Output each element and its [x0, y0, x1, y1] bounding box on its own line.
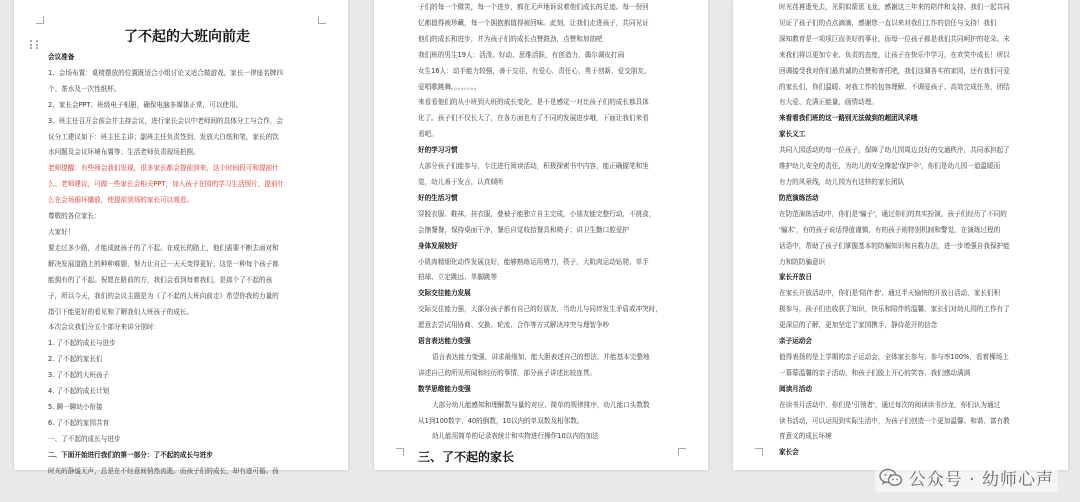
watermark	[875, 463, 1058, 492]
text-line: 3. 了不起的大班孩子	[48, 371, 110, 380]
page-1-content	[48, 22, 326, 479]
section-subheading: 来看看我们班的这一路别无法做到的超团风采哦	[779, 114, 918, 123]
text-line: 1、会场布置：桌椅摆放的位置既适合小组讨论又适合做游戏，家长一律座名牌四	[48, 68, 283, 77]
section-subheading: 阅读月活动	[779, 384, 812, 393]
text-line: 大部分孩子们能参与，专注进行阅读活动，积极探索书中内容，能正确握笔和坐	[418, 162, 649, 171]
text-line: 从1到100数字，40的倒数，10以内的单双数及相邻数。	[418, 416, 584, 425]
text-line: 读书活动，可以运用到实际生活中，为孩子们创造一个更加温馨、和谐、富有教	[779, 416, 1010, 425]
text-line: 一幕幕温馨的亲子活动，和孩子们脸上开心的笑容，我们感动满满	[779, 368, 971, 377]
text-line: 维护幼儿安全的责任，为幼儿的安全撑起'保护伞'，你们是幼儿园一道温暖而	[779, 162, 1001, 171]
page-2-content	[418, 0, 686, 467]
section-subheading: 会议准备	[48, 53, 75, 61]
text-line: 么在会场循环播放，使提前到场的家长可以观看。	[48, 196, 194, 205]
text-line: 穿脱衣服、鞋袜，挂衣服，叠被子能独立自主完成，小朋友能完整行动，不挑食，	[418, 209, 656, 218]
text-line: 的家长们，你们温暖、对我工作的包容理解、不调爱孩子、高效完成任务，团结	[779, 82, 1010, 91]
text-line: 1. 了不起的成长与进步	[48, 339, 116, 348]
text-line: 他们的成长和进步，并为孩子们的成长点赞鼓劲，点赞和加油吧	[418, 34, 603, 43]
section-subheading: 家长会	[779, 448, 799, 457]
page-3-lines	[779, 0, 1046, 461]
text-line: 来看看他们的从小班到大班的成长变化，是不是感觉一对比孩子们的成长都具体	[418, 98, 649, 107]
wechat-icon	[879, 468, 903, 488]
text-line: 老师提醒：有些师会我们发现，很多家长都会提前到来，这个时间段可和提前什	[48, 164, 279, 173]
section-subheading: 防范演练活动	[779, 193, 819, 202]
text-line: 大部分幼儿能感知和理解数与量的对应、简单的规律排序，幼儿能口头数数	[432, 400, 650, 409]
text-line: 交际交往能力强，大部分孩子都有自己的好朋友，当幼儿与同伴发生矛盾或冲突时，	[418, 305, 662, 314]
text-line: 语言表达能力变强，讲求最细加，能大胆表述自己的想法，并能基本完整地	[432, 352, 650, 361]
text-line: 忆都值得被珍藏，每一个拥抱都值得被回味。此刻，让我们走进孩子，共同见证	[418, 18, 649, 27]
text-line: 指引下能更好的看见和了解我们大班孩子的成长。	[48, 307, 194, 316]
text-line: 水问题及会议环境布置等；生活老师负责现场拍照。	[48, 148, 200, 157]
text-line: 时光荏苒逝免去，光阴似箭逛飞龙，感谢这三年来的陪伴和支持。我们一起共同	[779, 3, 1010, 11]
text-line: 个、茶水及一次性纸杯。	[48, 84, 121, 93]
text-line: 化了。孩子们不仅长大了，在各方面也有了不同的发展进步哦，下面让我们来看	[418, 114, 649, 123]
page-corner-mark	[36, 16, 44, 24]
text-line: 在防范演练活动中，你们是'骗子'，通过你们的真实扮演，孩子们经历了不同的	[779, 209, 1007, 218]
text-line: 4. 了不起的成长计划	[48, 387, 110, 396]
text-line: 回调接受我对你们最真诚的点赞和寄托吧，我们这调各实的家园，还有我们可爱	[779, 66, 1010, 75]
section-subheading: 亲子运动会	[779, 337, 812, 346]
text-line: 5. 聊一聊幼小衔接	[48, 402, 103, 411]
document-title: 了不起的大班向前走	[124, 29, 250, 45]
text-line: 小肌肉精细化动作发展良好，能够熟练运用剪刀，筷子，大肌肉运动钻爬、单手	[418, 257, 649, 266]
section-heading: 三、了不起的家长	[418, 450, 515, 465]
text-line: 来我们将以更加专业、负责的态度，让孩子在快乐中学习，在欢笑中成长！所以	[779, 50, 1010, 59]
page-3-content	[779, 0, 1046, 461]
section-subheading: 家长开放日	[779, 273, 812, 282]
text-line: 子，所以今天，我们的会议主题是为《了不起的大班向前走》希望你我的力量的	[48, 291, 279, 300]
text-line: 更深层的了解，更加坚定了家园携手，静待花开的信念	[779, 321, 938, 330]
text-line: 大家好！	[48, 227, 75, 236]
text-line: 愿意去尝试用协商、交换、轮流、合作等方式解决冲突与理智争吵	[418, 321, 610, 330]
page-1-lines	[48, 50, 326, 479]
text-line: 极参与，孩子们也收获了知识，快乐和陪伴的温馨，家长们对幼儿园的工作有了	[779, 305, 1010, 314]
watermark-text: 公众号 · 幼师心声	[908, 470, 1054, 490]
text-line: 议分工建议如下：班主任主讲；副班主任负责签到、发放大白纸和笔，家长的饮	[48, 132, 279, 141]
text-line: 深知教育是一项项巨而美好的事业，而每一位孩子都是我们共同呵护的花朵。未	[779, 34, 1010, 43]
text-line: 在家长开放活动中，你们是'陪伴者'，通过半天愉快的开放日活动，家长们积	[779, 289, 1001, 298]
text-line: 会擦餐餐，保持桌面干净，餐后自觉收拾餐具和椅子；讲卫生勤口腔爱护	[418, 225, 629, 234]
text-line: 一、了不起的成长与进步	[48, 434, 121, 443]
text-line: 有大爱、充满正能量，画情动理。	[779, 98, 878, 107]
section-subheading: 好的生活习惯	[418, 193, 458, 202]
text-line: 2. 了不起的家长们	[48, 355, 103, 364]
text-line: 力和防防骗意识	[779, 257, 826, 266]
text-line: 我们班的男生19人：活泼、好动、思维活跃，有创造力，偶尔调皮打闹	[418, 50, 625, 59]
document-page-1	[14, 0, 348, 475]
text-line: 幼儿能用简单的记录表统计和实物进行操作10以内的加法	[432, 432, 599, 441]
page-corner-mark	[755, 448, 763, 456]
section-subheading: 好的学习习惯	[418, 146, 458, 155]
text-line: 要走过多少路，才能成就孩子的了不起。在成长的路上，他们需要不断去面对和	[48, 243, 279, 252]
text-line: 3、班主任召开会前会并主持会议，进行家长会以中老师间的具体分工与合作，会	[48, 116, 283, 125]
text-line: 有力的风景线，幼儿园为有这样的家长团队	[779, 177, 905, 186]
page-corner-mark	[396, 448, 404, 456]
text-line: 解决发展道路上的种种难题，努力让自己一天天变得更好，这是一种每个孩子都	[48, 259, 279, 268]
text-line: 姿，幼儿善于发言，认真倾听	[418, 177, 504, 186]
text-line: 6. 了不起的家园共育	[48, 418, 110, 427]
drag-handle-icon[interactable]	[30, 40, 39, 50]
document-page-2	[374, 0, 708, 470]
text-line: 共同入园活动的每一位孩子，保障了幼儿园周边良好的交通秩序，共同承担起了	[779, 146, 1010, 155]
section-subheading: 语言表达能力变强	[418, 337, 471, 346]
section-subheading: 数学思维能力变强	[418, 384, 471, 393]
page-2-lines	[418, 0, 686, 445]
text-line: 女生16人：动手能力较强，善于交往，有爱心、责任心，勇于创新、爱交朋友、	[418, 66, 651, 75]
text-line: 看吧。	[418, 130, 438, 139]
section-subheading: 交际交往能力发展	[418, 289, 471, 298]
text-line: 2、家长会PPT、班级电子相册，确保电脑多媒体正常，可以使用。	[48, 100, 243, 109]
text-line: 见证了孩子们的点点滴滴，感谢您一直以来对我们工作的信任与支持！我们	[779, 18, 997, 27]
text-line: 能拥有的了不起。祝愿在路前的方，我们会看到每着我们，是那个了不起的孩	[48, 275, 273, 284]
text-line: 时光的静谧无声，总是在不经意间悄然流逝。而孩子们的成长，却有迹可循。孩	[48, 466, 279, 475]
text-line: 在读书月活动中，你们是'引领者'，通过每次的阅读读书沙龙，你们认为通过	[779, 400, 1001, 409]
section-subheading: 二、下面开始进行我们的第一部分：了不起的成长与进步	[48, 450, 213, 459]
text-line: 么、老师建议，可做一些家长会相关PPT，加入孩子在园的学习生活照片，提前什	[48, 180, 285, 189]
section-subheading: 家长义工	[779, 130, 806, 139]
section-subheading: 身体发展较好	[418, 241, 458, 250]
text-line: 讲述自己的所见所闻和经历的事情，部分孩子讲述比较连贯。	[418, 368, 597, 377]
text-line: 爱唱歌跳舞。。。。。。。。	[418, 82, 481, 91]
text-line: 值得表扬的是上学期的亲子运动会，全体家长参与，参与率100%，看着操场上	[779, 352, 1009, 361]
text-line: '骗术'，有的孩子说话得值谨慎，有的孩子则特别机制和警觉，在演练过程的	[779, 225, 1001, 234]
text-line: 拍球、立定跳远、单脚跳等	[418, 273, 498, 282]
document-page-3	[733, 0, 1068, 470]
text-line: 本次会议我们分五个部分来讲分别时：	[48, 323, 161, 332]
text-line: 育意义的成长环境	[779, 432, 832, 441]
text-line: 话语中，帮助了孩子们掌握基本的防骗知识和自救办法，进一步增强自我保护能	[779, 241, 1010, 250]
text-line: 子们的每一个微笑，每一个进步，都在无声地诉说着他们成长的足迹。每一份回	[418, 3, 649, 11]
text-line: 尊敬的各位家长：	[48, 212, 101, 221]
